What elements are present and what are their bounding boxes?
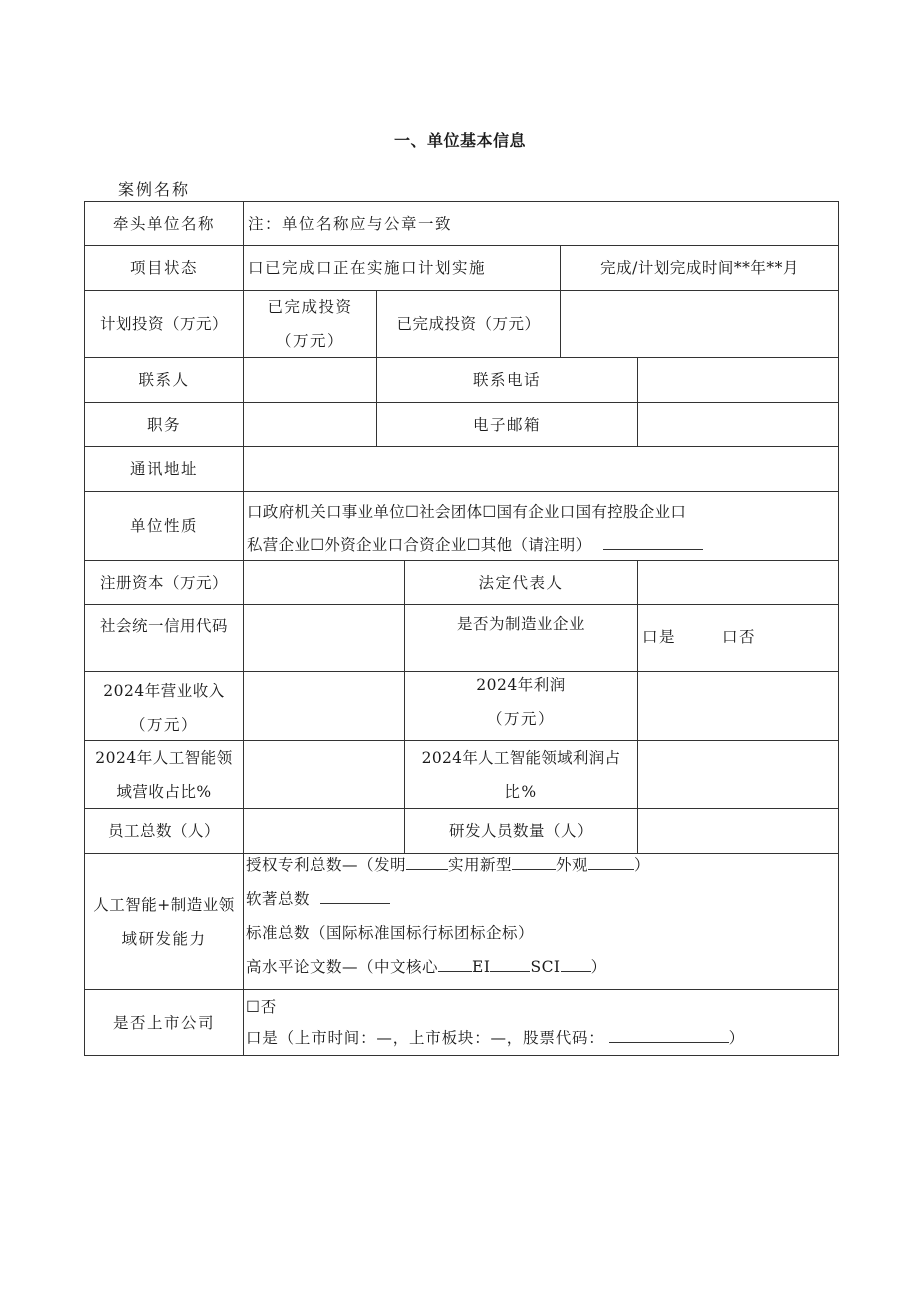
manufacturing-options[interactable]: [638, 615, 838, 659]
ai-profit-share-line1: 2024年人工智能领域利润占: [421, 749, 621, 767]
ai-profit-share-line2: 比%: [504, 783, 538, 801]
patent-text-b: 实用新型: [448, 856, 513, 874]
table-line: [560, 290, 561, 357]
table-line: [84, 1055, 839, 1056]
lead-unit-note[interactable]: 注：单位名称应与公章一致: [248, 214, 453, 233]
listed-label: 是否上市公司: [112, 1013, 215, 1032]
rd-capability-line2: 域研发能力: [121, 929, 207, 948]
phone-label: 联系电话: [472, 371, 541, 389]
profit-label-line1: 2024年利润: [476, 676, 566, 694]
page-title: 一、单位基本信息: [393, 131, 526, 150]
invention-blank[interactable]: [406, 851, 448, 870]
rd-capability-label: [85, 854, 243, 989]
ai-revenue-share-line1: 2024年人工智能领: [95, 749, 233, 767]
position-label: 职务: [146, 415, 181, 434]
completion-time[interactable]: 完成/计划完成时间**年**月: [600, 259, 799, 277]
listed-no-option[interactable]: ☐否: [246, 998, 277, 1016]
status-options[interactable]: 口已完成口正在实施口计划实施: [248, 259, 487, 277]
nature-options[interactable]: [244, 494, 838, 560]
rd-staff-label: 研发人员数量（人）: [448, 822, 593, 840]
papers-text-b: EI: [472, 958, 491, 976]
ai-revenue-share-line2: 域营收占比%: [116, 783, 212, 801]
patent-text-a: 授权专利总数—（发明: [246, 856, 407, 874]
done-investment-a-line2: （万元）: [275, 332, 344, 350]
design-blank[interactable]: [588, 851, 634, 870]
sci-blank[interactable]: [561, 953, 591, 972]
table-line: [838, 201, 839, 1056]
revenue-label-line1: 2024年营业收入: [103, 682, 225, 700]
papers-text-d: ）: [590, 958, 607, 976]
profit-label-line2: （万元）: [486, 710, 555, 728]
papers-text-c: SCI: [530, 958, 561, 976]
email-label: 电子邮箱: [472, 415, 541, 434]
contact-label: 联系人: [138, 371, 190, 389]
nature-line-1: 口政府机关口事业单位☐社会团体☐国有企业口国有控股企业口: [247, 503, 687, 521]
patent-text-c: 外观: [556, 856, 589, 874]
standards-line: 标准总数（国际标准国标行标团标企标）: [246, 924, 535, 942]
table-line: [637, 560, 638, 853]
staff-label: 员工总数（人）: [107, 822, 220, 840]
mfg-yes-option[interactable]: 口是: [642, 628, 677, 646]
done-investment-a: [244, 291, 376, 357]
legal-rep-label: 法定代表人: [478, 573, 564, 592]
nature-line-2-text: 私营企业☐外资企业口合资企业☐其他（请注明）: [247, 536, 592, 554]
done-investment-a-line1: 已完成投资: [267, 298, 353, 316]
rd-capability-line1: 人工智能+制造业领: [93, 895, 235, 914]
listed-options: [244, 990, 838, 1055]
software-blank[interactable]: [320, 885, 390, 904]
software-text: 软著总数: [246, 890, 311, 908]
case-name-label: 案例名称: [118, 180, 191, 199]
ai-revenue-share-label: [85, 743, 243, 807]
profit-label: [405, 670, 637, 734]
rd-capability-fields: [244, 848, 838, 986]
listed-yes-line: [246, 1024, 838, 1052]
utility-model-blank[interactable]: [512, 851, 556, 870]
nature-line-2: [247, 530, 838, 560]
listed-close: ）: [728, 1029, 745, 1047]
lead-unit-label: 牵头单位名称: [112, 214, 215, 233]
investment-label: 计划投资（万元）: [99, 315, 228, 333]
other-blank[interactable]: [603, 531, 703, 550]
revenue-label: [85, 676, 243, 740]
stock-code-blank[interactable]: [609, 1024, 729, 1043]
listed-yes-option[interactable]: 口是（上市时间：—，上市板块：—，股票代码：: [246, 1029, 605, 1047]
address-label: 通讯地址: [129, 460, 198, 478]
ai-profit-share-label: [405, 743, 637, 807]
credit-code-label: 社会统一信用代码: [99, 617, 228, 635]
mfg-no-option[interactable]: 口否: [722, 628, 757, 646]
capital-label: 注册资本（万元）: [99, 573, 228, 592]
patent-text-d: ）: [634, 856, 651, 874]
table-line: [637, 357, 638, 446]
nature-label: 单位性质: [129, 517, 198, 535]
done-investment-b: 已完成投资（万元）: [396, 315, 541, 333]
revenue-label-line2: （万元）: [129, 716, 198, 734]
patent-line: [246, 848, 838, 882]
papers-text-a: 高水平论文数—（中文核心: [246, 958, 439, 976]
core-journal-blank[interactable]: [438, 953, 472, 972]
software-line: [246, 882, 838, 916]
papers-line: [246, 950, 838, 984]
status-label: 项目状态: [129, 259, 198, 277]
ei-blank[interactable]: [490, 953, 530, 972]
manufacturing-label: 是否为制造业企业: [456, 615, 585, 633]
